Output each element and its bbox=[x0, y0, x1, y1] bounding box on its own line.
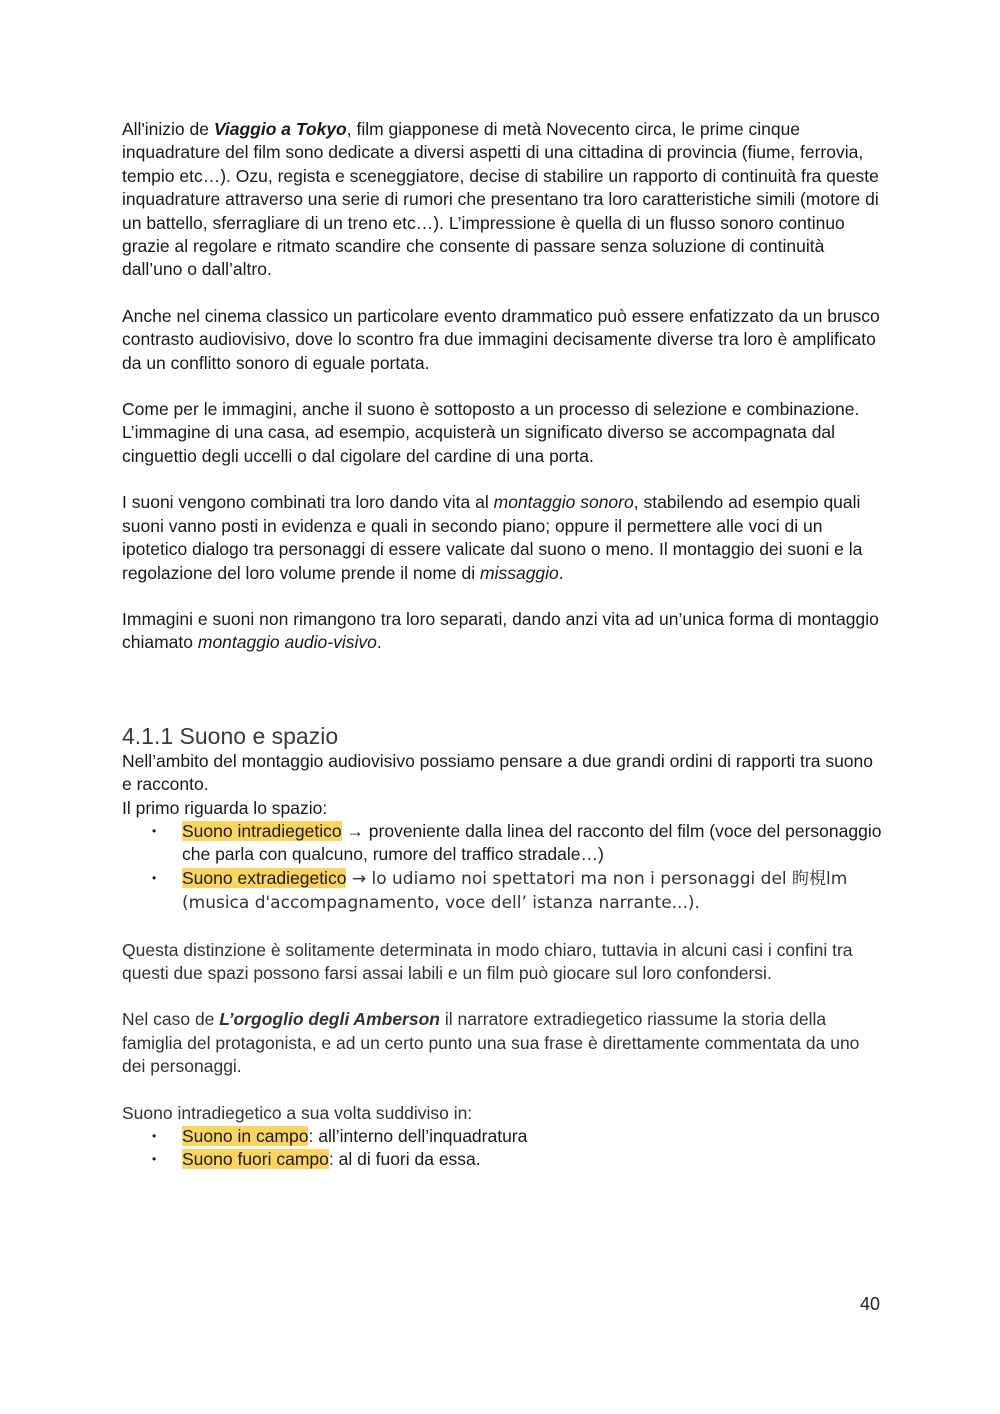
bullet-icon: • bbox=[152, 1129, 157, 1143]
paragraph-viaggio-a-tokyo: All'inizio de Viaggio a Tokyo, film giapponese di metà Novecento circa, le prime cinque inquadrature del film sono dedicate a diversi aspetti di una cittadina di provincia (fiume, ferrovia, tempio etc…). Ozu, regista e sceneggiatore, decise di stabilire un rapporto di continuità fra queste inquadrature attraverso una serie di rumori che presentano tra loro caratteristiche simili (motore di un battello, sferragliare di un treno etc…). L’impressione è quella di un flusso sonoro continuo grazie al regolare e ritmato scandire che consente di passare senza soluzione di continuità dall’uno o dall’altro. bbox=[122, 119, 879, 280]
section-intro: Nell’ambito del montaggio audiovisivo possiamo pensare a due grandi ordini di rapporti tra suono e racconto. bbox=[122, 750, 873, 795]
document-page bbox=[122, 118, 882, 1172]
section-intro-spazio: Il primo riguarda lo spazio: bbox=[122, 797, 328, 818]
bullet-icon: • bbox=[152, 823, 157, 838]
paragraph-distinzione: Questa distinzione è solitamente determinata in modo chiaro, tuttavia in alcuni casi i confini tra questi due spazi possono farsi assai labili e un film può giocare sul loro confondersi. bbox=[122, 939, 853, 983]
term-montaggio-sonoro: montaggio sonoro bbox=[493, 492, 634, 513]
list-campo bbox=[122, 1125, 882, 1172]
highlighted-term: Suono extradiegetico bbox=[182, 867, 347, 888]
highlighted-term: Suono fuori campo bbox=[182, 1149, 329, 1170]
paragraph-amberson: Nel caso de L’orgoglio degli Amberson il narratore extradiegetico riassume la storia della famiglia del protagonista, e ad un certo punto una sua frase è direttamente commentata da uno dei personaggi. bbox=[122, 1009, 860, 1077]
list-spazio bbox=[122, 820, 882, 916]
paragraph-montaggio-sonoro: I suoni vengono combinati tra loro dando vita al montaggio sonoro, stabilendo ad esempio quali suoni vanno posti in evidenza e quali in secondo piano; oppure il permettere alle voci di un ipotetico dialogo tra personaggi di essere valicate dal suono o meno. Il montaggio dei suoni e la regolazione del loro volume prende il nome di missaggio. bbox=[122, 492, 863, 583]
page-number: 40 bbox=[859, 1294, 880, 1314]
paragraph-suddivisione: Suono intradiegetico a sua volta suddiviso in: bbox=[122, 1102, 473, 1123]
highlighted-term: Suono intradiegetico bbox=[182, 820, 342, 841]
highlighted-term: Suono in campo bbox=[182, 1126, 309, 1146]
list-item: • Suono in campo: all’interno dell’inquadratura bbox=[122, 1125, 882, 1148]
list-item: • Suono intradiegetico → proveniente dalla linea del racconto del film (voce del personaggio che parla con qualcuno, rumore del traffico stradale…) bbox=[152, 820, 882, 865]
list-item: • Suono fuori campo: al di fuori da essa. bbox=[122, 1148, 882, 1171]
bullet-icon: • bbox=[152, 870, 157, 885]
list-item: • Suono extradiegetico → lo udiamo noi spettatori ma non i personaggi del 眗梘lm (musica d'accompagnamento, voce dell’ istanza narrante...). bbox=[152, 867, 848, 914]
paragraph-cinema-classico: Anche nel cinema classico un particolare evento drammatico può essere enfatizzato da un brusco contrasto audiovisivo, dove lo scontro fra due immagini decisamente diverse tra loro è amplificato da un conflitto sonoro di eguale portata. bbox=[122, 305, 880, 373]
paragraph-selezione-combinazione: Come per le immagini, anche il suono è sottoposto a un processo di selezione e combinazione. L’immagine di una casa, ad esempio, acquisterà un significato diverso se accompagnata dal cinguettio degli uccelli o dal cigolare del cardine di una porta. bbox=[122, 399, 860, 466]
term-montaggio-audio-visivo: montaggio audio-visivo bbox=[197, 632, 377, 653]
paragraph-montaggio-audiovisivo: Immagini e suoni non rimangono tra loro separati, dando anzi vita ad un’unica forma di montaggio chiamato montaggio audio-visivo. bbox=[122, 608, 879, 653]
film-title: Viaggio a Tokyo bbox=[213, 119, 347, 139]
film-title: L’orgoglio degli Amberson bbox=[219, 1009, 440, 1030]
section-heading: 4.1.1 Suono e spazio bbox=[122, 722, 339, 749]
bullet-icon: • bbox=[152, 1152, 157, 1167]
term-missaggio: missaggio bbox=[480, 562, 559, 583]
